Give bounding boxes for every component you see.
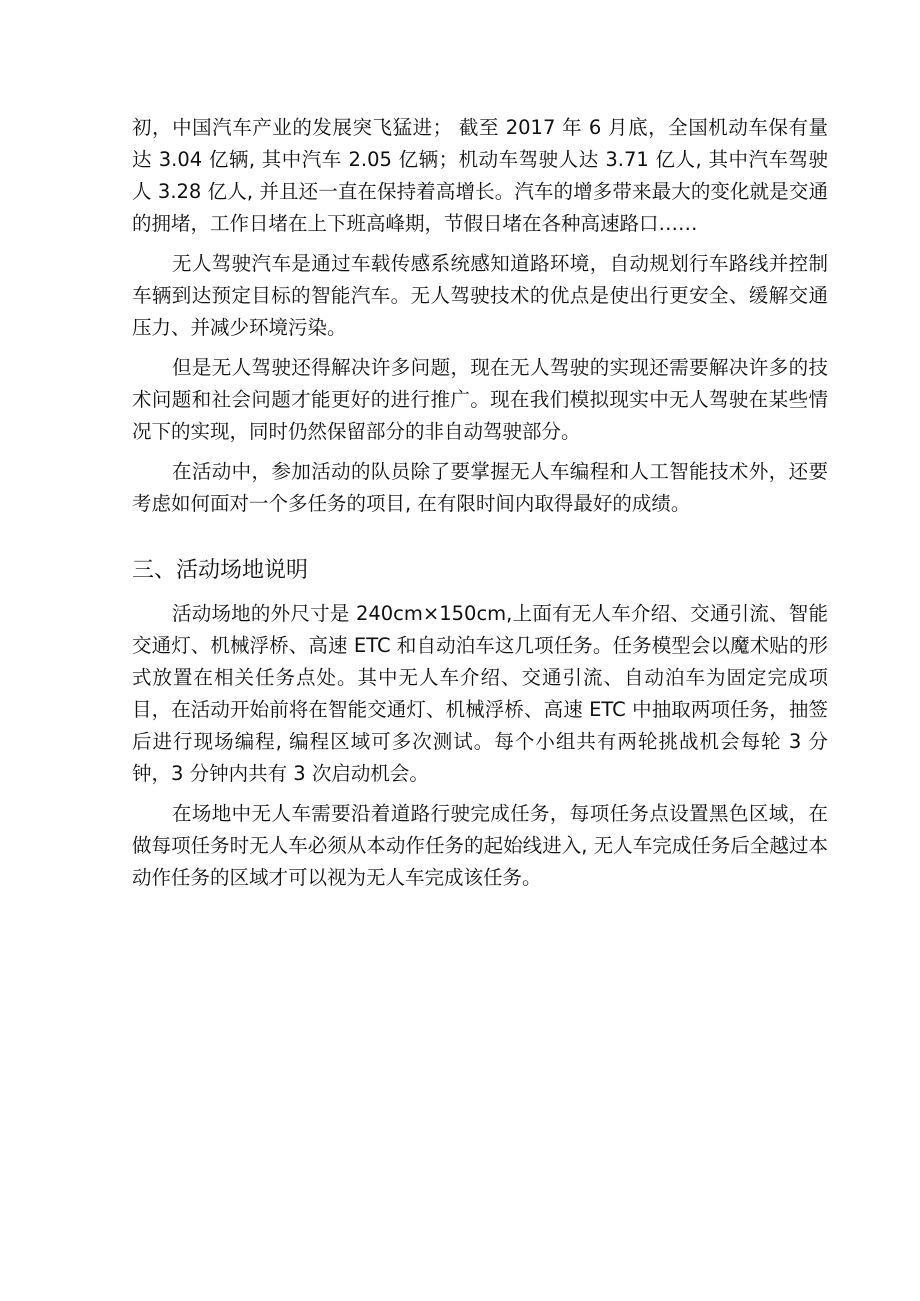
- paragraph-driverless-definition: 无人驾驶汽车是通过车载传感系统感知道路环境，自动规划行车路线并控制车辆到达预定目标的智能汽车。无人驾驶技术的优点是使出行更安全、缓解交通压力、并减少环境污染。: [132, 252, 828, 339]
- paragraph-activity-goal: 在活动中，参加活动的队员除了要掌握无人车编程和人工智能技术外，还要考虑如何面对一个多任务的项目, 在有限时间内取得最好的成绩。: [132, 460, 828, 515]
- paragraph-driverless-problems: 但是无人驾驶还得解决许多问题，现在无人驾驶的实现还需要解决许多的技术问题和社会问题才能更好的进行推广。现在我们模拟现实中无人驾驶在某些情况下的实现，同时仍然保留部分的非自动驾驶部分。: [132, 356, 828, 443]
- section-heading-venue: 三、活动场地说明: [132, 558, 309, 583]
- paragraph-task-rules: 在场地中无人车需要沿着道路行驶完成任务，每项任务点设置黑色区域，在做每项任务时无人车必须从本动作任务的起始线进入, 无人车完成任务后全越过本动作任务的区域才可以视为无人车完成该任务。: [132, 802, 828, 889]
- paragraph-intro-continued: 初，中国汽车产业的发展突飞猛进； 截至 2017 年 6 月底，全国机动车保有量达 3.04 亿辆, 其中汽车 2.05 亿辆；机动车驾驶人达 3.71 亿人, 其中汽车驾驶人 3.28 亿人, 并且还一直在保持着高增长。汽车的增多带来最大的变化就是交通的拥堵，工作日堵在上下班高峰期，节假日堵在各种高速路口……: [132, 116, 828, 235]
- paragraph-venue-description: 活动场地的外尺寸是 240cm×150cm,上面有无人车介绍、交通引流、智能交通灯、机械浮桥、高速 ETC 和自动泊车这几项任务。任务模型会以魔术贴的形式放置在相关任务点处。其中无人车介绍、交通引流、自动泊车为固定完成项目，在活动开始前将在智能交通灯、机械浮桥、高速 ETC 中抽取两项任务，抽签后进行现场编程, 编程区域可多次测试。每个小组共有两轮挑战机会每轮 3 分钟，3 分钟内共有 3 次启动机会。: [132, 602, 828, 785]
- document-page: [132, 112, 828, 894]
